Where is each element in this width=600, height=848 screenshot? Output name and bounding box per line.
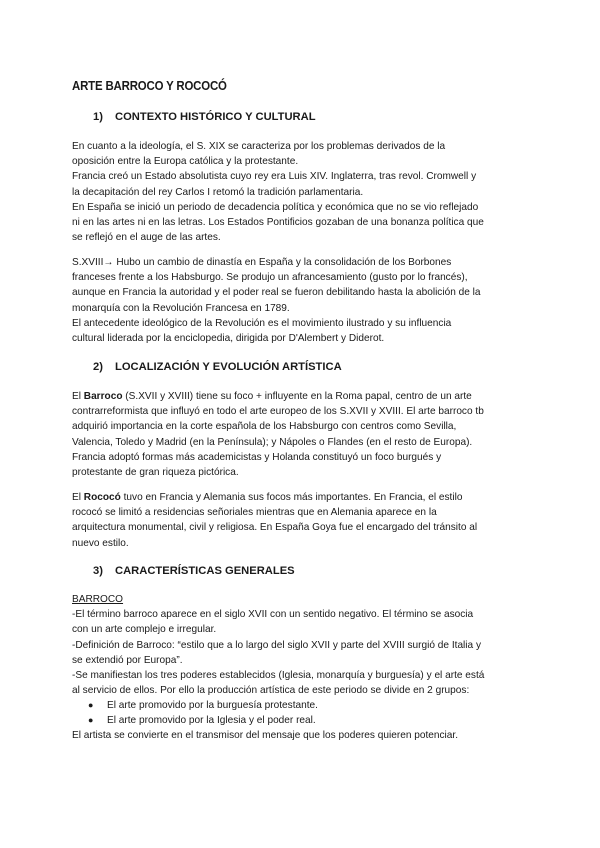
- text-line: -Definición de Barroco: “estilo que a lo largo del siglo XVII y parte del XVIII surgió de Italia y: [72, 639, 482, 651]
- text-line: Francia adoptó formas más academicistas y Holanda constituyó un foco burgués y: [72, 451, 442, 463]
- text-line: arquitectura monumental, civil y religiosa. En España Goya fue el encargado del tránsito al: [72, 522, 478, 534]
- section-title: CONTEXTO HISTÓRICO Y CULTURAL: [115, 111, 316, 123]
- list-item: [88, 713, 318, 728]
- paragraph-ideology: [72, 139, 532, 245]
- section-number: 1): [93, 111, 103, 123]
- text-line: ni en las artes ni en las letras. Los Estados Pontificios gozaban de una bonanza política que: [72, 217, 484, 229]
- text-fragment: tuvo en Francia y Alemania sus focos más importantes. En Francia, el estilo: [120, 492, 463, 503]
- text-line: contrarreformista que influyó en todo el arte europeo de los S.XVII y XVIII. El arte barroco tb: [72, 406, 484, 418]
- text-line: protestante de gran riqueza pictórica.: [72, 467, 239, 479]
- paragraph-xviii: [72, 255, 532, 346]
- text-line: franceses frente a los Habsburgo. Se produjo un afrancesamiento (gusto por lo francés),: [72, 272, 468, 284]
- document-title: ARTE BARROCO Y ROCOCÓ: [72, 78, 227, 93]
- text-line: cultural liderada por la enciclopedia, dirigida por D'Alembert y Diderot.: [72, 333, 385, 345]
- section-heading-2: [93, 361, 342, 373]
- list-item: [88, 698, 318, 713]
- text-line: El antecedente ideológico de la Revolución es el movimiento ilustrado y su influencia: [72, 317, 452, 329]
- text-line: Francia creó un Estado absolutista cuyo rey era Luis XIV. Inglaterra, tras revol. Cromwell y: [72, 171, 477, 183]
- text-line: oposición entre la Europa católica y la protestante.: [72, 156, 299, 168]
- section-number: 2): [93, 361, 103, 373]
- text-line: se extendió por Europa”.: [72, 654, 183, 666]
- text-line: la decapitación del rey Carlos I retomó la tradición parlamentaria.: [72, 186, 364, 198]
- text-line: En España se inició un periodo de decadencia política y económica que no se vio reflejado: [72, 201, 479, 213]
- text-line: El artista se convierte en el transmisor del mensaje que los poderes quieren potenciar.: [72, 730, 459, 741]
- text-line: al servicio de ellos. Por ello la producción artística de este periodo se divide en 2 grupos:: [72, 685, 470, 697]
- text-line: S.XVIII→ Hubo un cambio de dinastía en España y la consolidación de los Borbones: [72, 257, 452, 268]
- paragraph-barroco-characteristics: [72, 592, 532, 698]
- text-line: monarquía con la Revolución Francesa en 1789.: [72, 302, 290, 314]
- text-fragment: (S.XVII y XVIII) tiene su foco + influyente en la Roma papal, centro de un arte: [122, 391, 472, 402]
- list-item-text: El arte promovido por la burguesía protestante.: [107, 700, 318, 711]
- text-fragment: El: [72, 492, 84, 503]
- term-rococo: Rococó: [83, 492, 121, 503]
- subheading-barroco: BARROCO: [72, 594, 124, 605]
- paragraph-closing: [72, 728, 532, 743]
- bullet-icon: ●: [88, 715, 94, 726]
- list-item-text: El arte promovido por la Iglesia y el poder real.: [107, 715, 316, 727]
- bullet-list: [88, 698, 318, 728]
- text-line: [72, 389, 532, 404]
- section-title: LOCALIZACIÓN Y EVOLUCIÓN ARTÍSTICA: [115, 361, 342, 373]
- text-line: adquirió importancia en la corte española de los Habsburgo con centros como Sevilla,: [72, 421, 457, 433]
- section-heading-1: [93, 111, 316, 123]
- text-line: -El término barroco aparece en el siglo XVII con un sentido negativo. El término se asocia: [72, 609, 474, 621]
- text-line: -Se manifiestan los tres poderes establecidos (Iglesia, monarquía y burguesía) y el arte está: [72, 670, 485, 682]
- text-line: con un arte complejo e irregular.: [72, 624, 217, 636]
- term-barroco: Barroco: [83, 391, 123, 402]
- section-title: CARACTERÍSTICAS GENERALES: [115, 565, 295, 577]
- text-line: se reflejó en el auge de las artes.: [72, 232, 221, 244]
- paragraph-barroco-localization: [72, 389, 532, 480]
- text-line: rococó se limitó a residencias señoriales mientras que en Alemania aparece en la: [72, 507, 437, 519]
- section-number: 3): [93, 565, 103, 577]
- bullet-icon: ●: [88, 700, 94, 710]
- paragraph-rococo-localization: [72, 490, 532, 551]
- text-line: Valencia, Toledo y Madrid (en la Península); y Nápoles o Flandes (en el resto de Europa).: [72, 436, 473, 448]
- text-line: En cuanto a la ideología, el S. XIX se caracteriza por los problemas derivados de la: [72, 141, 446, 152]
- text-line: [72, 490, 532, 505]
- section-heading-3: [93, 565, 295, 577]
- text-fragment: El: [72, 391, 84, 402]
- text-line: aunque en Francia la autoridad y el poder real se fueron debilitando hasta la abolición de la: [72, 287, 481, 299]
- text-line: nuevo estilo.: [72, 537, 129, 549]
